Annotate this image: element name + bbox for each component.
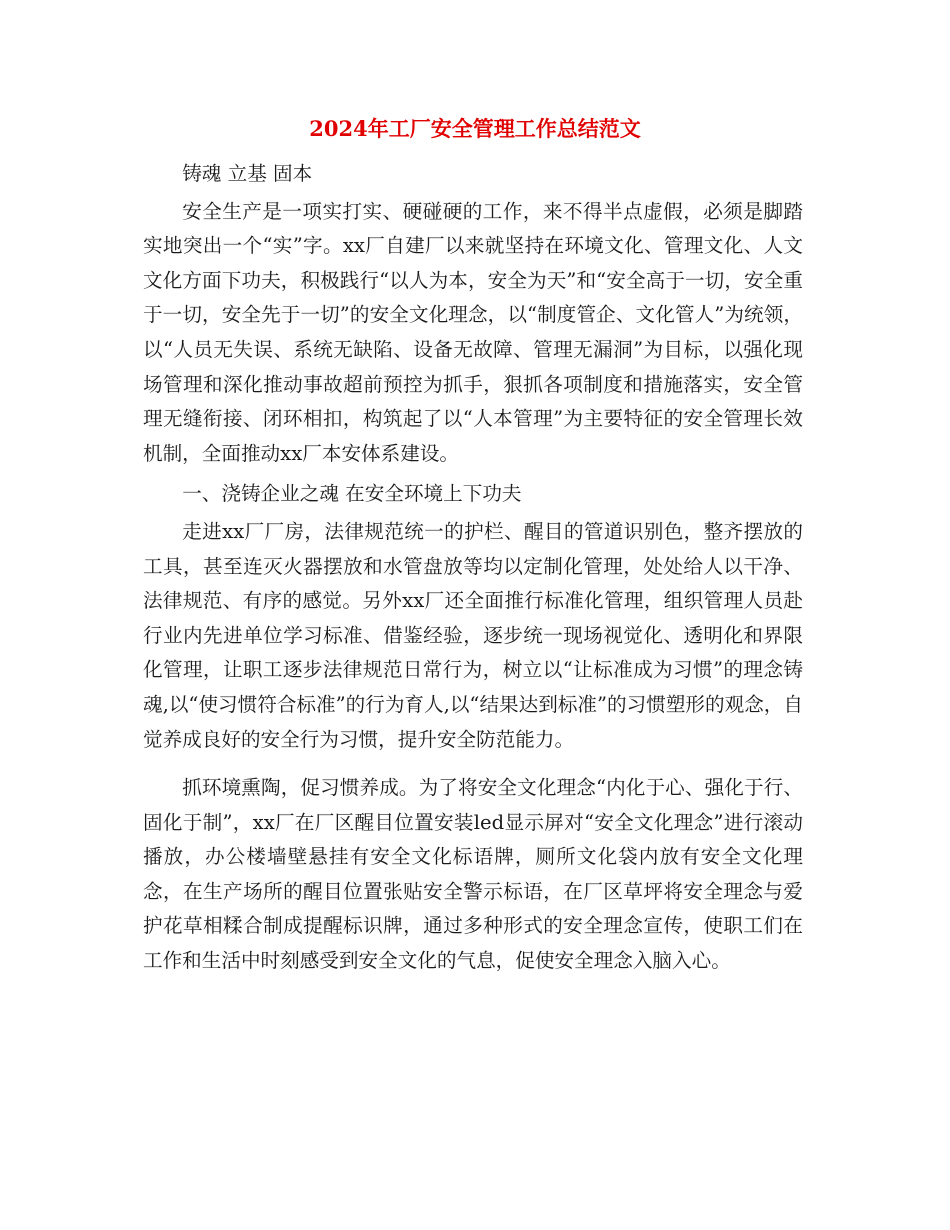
- paragraph-section-1: 走进xx厂厂房，法律规范统一的护栏、醒目的管道识别色，整齐摆放的工具，甚至连灭火器摆放和水管盘放等均以定制化管理，处处给人以干净、法律规范、有序的感觉。另外xx厂还全面推行标准化管理，组织管理人员赴行业内先进单位学习标准、借鉴经验，逐步统一现场视觉化、透明化和界限化管理，让职工逐步法律规范日常行为，树立以“让标准成为习惯”的理念铸魂,以“使习惯符合标准”的行为育人,以“结果达到标准”的习惯塑形的观念，自觉养成良好的安全行为习惯，提升安全防范能力。: [143, 519, 803, 751]
- paragraph-environment: 抓环境熏陶，促习惯养成。为了将安全文化理念“内化于心、强化于行、固化于制”，xx厂在厂区醒目位置安装led显示屏对“安全文化理念”进行滚动播放，办公楼墙壁悬挂有安全文化标语牌，厕所文化袋内放有安全文化理念，在生产场所的醒目位置张贴安全警示标语，在厂区草坪将安全理念与爱护花草相糅合制成提醒标识牌，通过多种形式的安全理念宣传，使职工们在工作和生活中时刻感受到安全文化的气息，促使安全理念入脑入心。: [143, 776, 803, 973]
- document-title: 2024年工厂安全管理工作总结范文: [309, 116, 641, 141]
- document-body: [143, 157, 803, 979]
- section-heading-1: 一、浇铸企业之魂 在安全环境上下功夫: [182, 482, 522, 506]
- paragraph-motto: 铸魂 立基 固本: [182, 162, 313, 185]
- paragraph-intro: 安全生产是一项实打实、硬碰硬的工作，来不得半点虚假，必须是脚踏实地突出一个“实”字。xx厂自建厂以来就坚持在环境文化、管理文化、人文文化方面下功夫，积极践行“以人为本，安全为天”和“安全高于一切，安全重于一切，安全先于一切”的安全文化理念，以“制度管企、文化管人”为统领，以“人员无失误、系统无缺陷、设备无故障、管理无漏洞”为目标，以强化现场管理和深化推动事故超前预控为抓手，狠抓各项制度和措施落实，安全管理无缝衔接、闭环相扣，构筑起了以“人本管理”为主要特征的安全管理长效机制，全面推动xx厂本安体系建设。: [143, 199, 803, 465]
